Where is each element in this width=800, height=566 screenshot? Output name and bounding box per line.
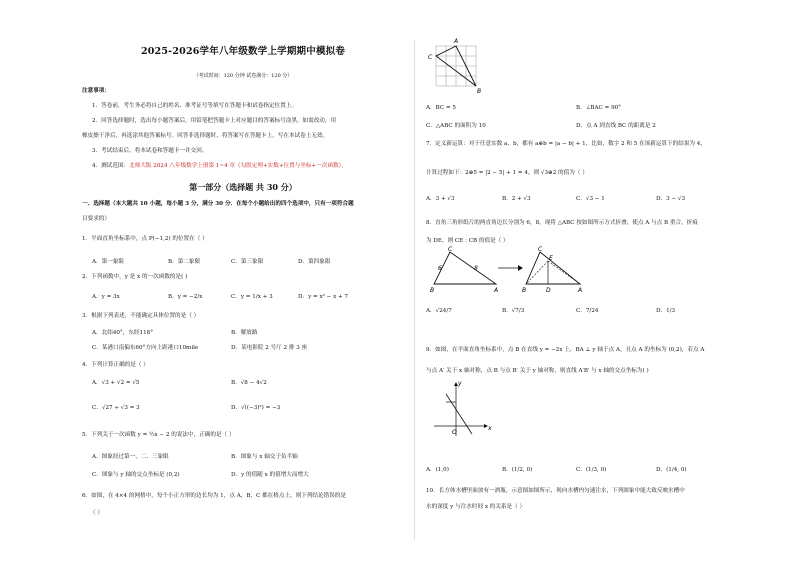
- q8-label-a-2: A: [578, 287, 583, 294]
- q9-option-c[interactable]: C．(1/3, 0): [576, 467, 607, 473]
- q9-stem: 9．如图，在平面直角坐标系中，点 B 在直线 y = −2x 上，BA ⊥ y 轴于点 A，且点 A 的坐标为 (0,2)，若点 A: [426, 347, 705, 353]
- q8-option-c[interactable]: C．7/24: [576, 308, 599, 314]
- q8-stem-cont: 为 DE，则 CE : CB 的值是（ ）: [426, 238, 509, 244]
- q2-option-a[interactable]: A．y = 3x: [92, 294, 120, 300]
- q5-option-d[interactable]: D．y 的值随 x 的值增大而增大: [231, 472, 309, 478]
- q3-option-b[interactable]: B．解放路: [231, 330, 258, 336]
- q9-label-y: y: [458, 380, 462, 387]
- q5-stem: 5．下列关于一次函数 y = ½x − 2 的说法中，正确的是（ ）: [82, 432, 235, 438]
- q7-option-b[interactable]: B．2 + √3: [502, 196, 531, 202]
- q2-option-b[interactable]: B．y = −2/x: [168, 294, 203, 300]
- q6-label-a: A: [453, 38, 459, 45]
- q9-option-d[interactable]: D．(1/4, 0): [656, 467, 687, 473]
- q8-label-b-2: B: [522, 287, 527, 294]
- q9-option-a[interactable]: A．(1,0): [426, 467, 449, 473]
- q8-side-8: 8: [474, 265, 478, 272]
- q6-option-a[interactable]: A．BC = 5: [426, 105, 456, 111]
- note-4: [92, 163, 347, 171]
- q4-option-c[interactable]: C．√27 ÷ √3 = 3: [92, 405, 140, 411]
- note-2: 2．回答选择题时，选出每小题答案后，用铅笔把答题卡上对应题目的答案标号涂黑。如需改动，用: [92, 118, 337, 124]
- note-2-cont: 橡皮擦干净后，再选涂其他答案标号。回答非选择题时，将答案写在答题卡上。写在本试卷上无效。: [82, 133, 329, 139]
- q9-option-b[interactable]: B．(1/2, 0): [502, 467, 533, 473]
- note-4-scope: 北师大版 2024 八年级数学上册第 1~4 章（勾股定理+实数+位置与坐标+一次函数）。: [129, 163, 347, 169]
- q10-stem-cont: 水的深度 y 与注水时间 x 的关系是（ ）: [426, 504, 526, 510]
- q1-option-c[interactable]: C．第三象限: [231, 259, 264, 265]
- q8-label-a-1: A: [494, 287, 499, 294]
- q8-option-b[interactable]: B．√7/3: [502, 308, 525, 314]
- q8-stem: 8．直角三角形纸片的两直角边长分别为 6，8，现将 △ABC 按如图所示方式折叠，使点 A 与点 B 重合，折痕: [426, 220, 698, 226]
- q6-stem-cont: （ ）: [90, 510, 103, 516]
- q8-triangle-original: [434, 252, 496, 284]
- q6-label-c: C: [428, 54, 433, 61]
- q8-arrow-head: [518, 265, 523, 271]
- q5-option-a[interactable]: A．图象经过第一、二、三象限: [92, 454, 169, 460]
- q7-option-a[interactable]: A．3 + √3: [426, 196, 455, 202]
- q9-stem-cont: 与点 A′ 关于 x 轴对称，点 B 与点 B′ 关于 y 轴对称，则直线 A′B′ 与 x 轴的交点坐标为( ): [426, 368, 649, 374]
- q8-label-e: E: [549, 255, 553, 262]
- q8-side-6: 6: [438, 265, 442, 272]
- q2-option-c[interactable]: C．y = 1/x + 3: [231, 294, 273, 300]
- q6-label-b: B: [477, 88, 482, 95]
- note-1: 1．答卷前，考生务必将自己的姓名、准考证号等填写在答题卡和试卷指定位置上。: [92, 103, 297, 109]
- q7-option-c[interactable]: C．√3 − 1: [576, 196, 605, 202]
- q7-option-d[interactable]: D．3 − √3: [656, 196, 686, 202]
- q6-grid-figure: [428, 38, 482, 95]
- q9-label-x: x: [488, 425, 492, 432]
- q3-option-a[interactable]: A．北纬40°，东经118°: [92, 330, 153, 336]
- left-column: [82, 0, 404, 566]
- q1-stem: 1．平面直角坐标系中，点 P(−1,2) 的位置在（ ）: [82, 236, 208, 242]
- q3-option-c[interactable]: C．某港口南偏东60°方向上距港口10mile: [92, 345, 199, 351]
- column-divider: [414, 40, 415, 540]
- q7-stem: 7．定义新运算：对于任意实数 a，b，都有 a⊕b = |a − b| + 1，比如，数字 2 和 5 在该新运算下的结果为 4，: [426, 141, 706, 147]
- q8-option-d[interactable]: D．1/3: [656, 308, 676, 314]
- q8-fold-figure: [430, 248, 590, 294]
- q5-option-c[interactable]: C．图象与 y 轴的交点坐标是 (0,2): [92, 472, 180, 478]
- q10-stem: 10．长方体水槽里面放有一酒瓶，示意图如图所示，现向水槽内匀速注水，下列图象中能大致反映水槽中: [426, 488, 685, 494]
- q4-option-b[interactable]: B．√8 − 4√2: [231, 380, 267, 386]
- q8-triangle-folded: [526, 252, 580, 284]
- q3-stem: 3．根据下列表述，不能确定具体位置的是（ ）: [82, 313, 200, 319]
- q3-option-d[interactable]: D．某电影院 2 号厅 2 排 3 座: [231, 345, 308, 351]
- exam-title: 2025-2026学年八年级数学上学期期中模拟卷: [140, 46, 346, 57]
- q9-line-y-neg2x: [446, 394, 472, 434]
- note-3: 3．考试结束后，将本试卷和答题卡一并交回。: [92, 148, 208, 154]
- q6-option-c[interactable]: C．△ABC 的面积为 10: [426, 123, 486, 129]
- q6-stem: 6．如图，在 4×4 的网格中，每个小正方形的边长均为 1，点 A，B，C 都在格点上，则下列结论错误的是: [82, 493, 346, 499]
- q6-option-d[interactable]: D．点 A 到直线 BC 的距离是 2: [576, 123, 656, 129]
- q8-label-c-1: C: [448, 246, 453, 253]
- q4-option-a[interactable]: A．√3 + √2 = √5: [92, 380, 140, 386]
- note-4-prefix: 4．测试范围：: [92, 163, 130, 169]
- exam-subtitle: （考试时间：120 分钟 试卷满分：120 分）: [193, 73, 293, 79]
- q5-option-b[interactable]: B．图象与 x 轴交于负半轴: [231, 454, 298, 460]
- q8-label-d: D: [546, 287, 551, 294]
- q8-fold-dashed-2: [548, 261, 580, 284]
- section-title: 第一部分（选择题 共 30 分）: [189, 182, 297, 192]
- q4-option-d[interactable]: D．√((−3)²) = −3: [231, 405, 281, 411]
- q9-coordinate-figure: [432, 378, 492, 438]
- q7-stem-cont: 计算过程如下：2⊕5 = |2 − 5| + 1 = 4，则 √3⊕2 的值为（ ）: [426, 170, 588, 176]
- q8-option-a[interactable]: A．√24/7: [426, 308, 452, 314]
- q8-label-b-1: B: [430, 287, 435, 294]
- q2-stem: 2．下列函数中，y 是 x 的一次函数的是( ): [82, 274, 188, 280]
- q2-option-d[interactable]: D．y = x² − x + 7: [298, 294, 349, 300]
- q1-option-b[interactable]: B．第二象限: [168, 259, 201, 265]
- q4-stem: 4．下列计算正确的是（ ）: [82, 362, 149, 368]
- q8-fold-dashed-1: [526, 261, 548, 284]
- q1-option-d[interactable]: D．第四象限: [298, 259, 331, 265]
- q1-option-a[interactable]: A．第一象限: [92, 259, 125, 265]
- q9-label-o: O: [452, 429, 457, 436]
- notes-heading: 注意事项：: [82, 88, 110, 94]
- section-intro-cont: 目要求的）: [82, 216, 110, 222]
- section-intro: 一、选择题（本大题共 10 小题，每小题 3 分，满分 30 分．在每个小题给出的四个选项中，只有一项符合题: [82, 201, 354, 207]
- right-column: [426, 0, 748, 566]
- q8-label-c-2: C: [538, 246, 543, 253]
- q6-grid-lines: [436, 46, 476, 86]
- q6-option-b[interactable]: B．∠BAC = 90°: [576, 105, 621, 111]
